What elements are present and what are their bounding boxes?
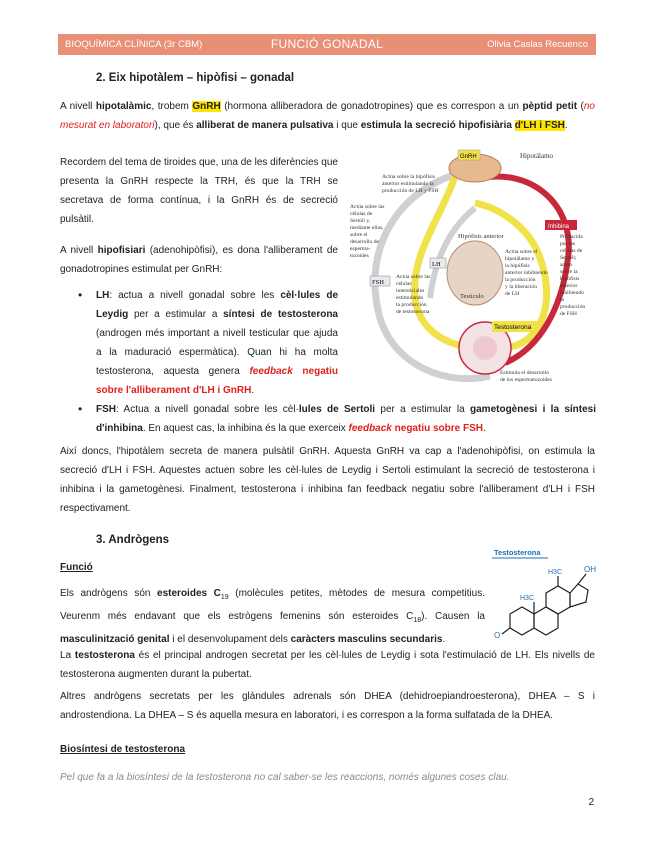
paragraph-testosterona: La testosterona és el principal androgen secretat per les cèl·lules de Leydig i sota l'estimulació de LH. Els nivells de testosterona augmenten durant la pubertat. — [60, 650, 595, 680]
funcio-heading: Funció — [60, 562, 93, 573]
testosterona-structure-label: Testosterona — [494, 548, 541, 557]
paragraph-adrenal-androgens: Altres andrògens secretats per les glàndules adrenals són DHEA (dehidroepiandroesterona), DHEA – S i androstendiona. La DHEA – S és aquella mesura en laboratori, i es correspon a la forma sulfatada de la DHEA. — [60, 691, 595, 721]
paragraph-summary: Així doncs, l'hipotàlem secreta de manera pulsàtil GnRH. Aquesta GnRH va cap a l'adenohipòfisi, on estimula la secreció d'LH i FSH. Aquestes actuen sobre les cèl·lules de Leydig i Sertoli estimulant la secreció de testosterona i inhibina i la gametogènesi. Finalment, testosterona i inhibina fan feedback negatiu sobre l'alliberament d'LH i FSH respectivament. — [60, 446, 595, 514]
testiculo-label: Testículo — [460, 293, 484, 300]
annotation-espermatozoides: Estimula el desarrollo de los espermatozoides — [500, 370, 552, 383]
paragraph-hipofisi: A nivell hipofisiari (adenohipòfisi), es dona l'alliberament de gonadotropines estimulat per GnRH: — [60, 245, 338, 275]
annotation-gnrh-action: Actúa sobre la hipófisis anterior estimulando la producción de LH y FSH — [382, 174, 439, 194]
header-topic: FUNCIÓ GONADAL — [270, 37, 384, 51]
list-item-fsh: • FSH: Actua a nivell gonadal sobre les cèl·lules de Sertoli per a estimular la gametogènesi i la síntesi d'inhibina. En aquest cas, la inhibina és la que exerceix feedback negatiu sobre FSH. — [96, 400, 596, 438]
ketone-oxygen: O — [494, 631, 501, 640]
gnrh-label: GnRH — [460, 154, 477, 160]
methyl-group-19: H3C — [520, 595, 535, 602]
section-3-title: 3. Andrògens — [96, 534, 170, 546]
header-course: BIOQUÍMICA CLÍNICA (3r CBM) — [65, 39, 203, 50]
hpg-axis-figure — [340, 148, 595, 398]
list-item-lh: • LH: actua a nivell gonadal sobre les cèl·lules de Leydig per a estimular a síntesi de testosterona (androgen més important a nivell testicular que ajuda a la maduració espermàtica). Quan hi ha molta testosterona, aquesta genera feedback negatiu sobre l'alliberament d'LH i GnRH. — [96, 286, 338, 400]
inhibina-label: Inhibina — [548, 224, 570, 230]
annotation-lh-action: Actúa sobre las células intersticiales estimulando la producción de testosterona — [396, 274, 431, 315]
testosterona-structure — [490, 544, 600, 642]
paragraph-trh-comparison: Recordem del tema de tiroides que, una de les diferències que presenta la GnRH respecte la TRH, és que la TRH se secretava de forma contínua, i la GnRH és de secreció pulsàtil. — [60, 157, 338, 225]
lh-label: LH — [432, 261, 441, 268]
hipotalamo-label: Hipotálamo — [520, 152, 554, 160]
biosintesi-note: Pel que fa a la biosíntesi de la testosterona no cal saber-se les reaccions, només algunes coses clau. — [60, 772, 510, 783]
fsh-label: FSH — [372, 279, 384, 286]
hydroxyl-group: OH — [584, 565, 596, 574]
biosintesi-heading: Biosíntesi de testosterona — [60, 744, 186, 755]
paragraph-androgens-function: Els andrògens són esteroides $C_{19}$ (molècules petites, mètodes de mesura competitius. Veurenm més endavant que els estrògens femenins són esteroides $C_{18}$). Causen la masculinització genital i el desenvolupament dels caràcters masculins secundaris. — [60, 588, 485, 645]
methyl-group-18: H3C — [548, 569, 563, 576]
page-header — [58, 34, 596, 55]
annotation-inhibina-action: Producida por las células de Sertoli; actúa sobre la hipófisis anterior inhibiendo la producción de FSH — [560, 234, 586, 317]
paragraph-gnrh: A nivell hipotalàmic, trobem GnRH (hormona alliberadora de gonadotropines) que es correspon a un pèptid petit (no mesurat en laboratori), que és alliberat de manera pulsativa i que estimula la secreció hipofisiària d'LH i FSH. — [60, 101, 595, 131]
page-number: 2 — [588, 797, 594, 808]
testosterona-label: Testosterona — [494, 324, 532, 331]
hipofisis-label: Hipófisis anterior — [458, 233, 504, 240]
annotation-testosterona-action: Actúa sobre el hipotálamo y la hipófisis anterior inhibiendo la producción y la liberación de LH — [505, 249, 548, 297]
annotation-fsh-action: Actúa sobre las células de Sertoli y, mediante ellas, sobre el desarrollo de esperma- tozoides — [350, 204, 385, 259]
section-2-title: 2. Eix hipotàlem – hipòfisi – gonadal — [96, 72, 295, 84]
header-author: Olivia Caslas Recuenco — [487, 39, 588, 50]
